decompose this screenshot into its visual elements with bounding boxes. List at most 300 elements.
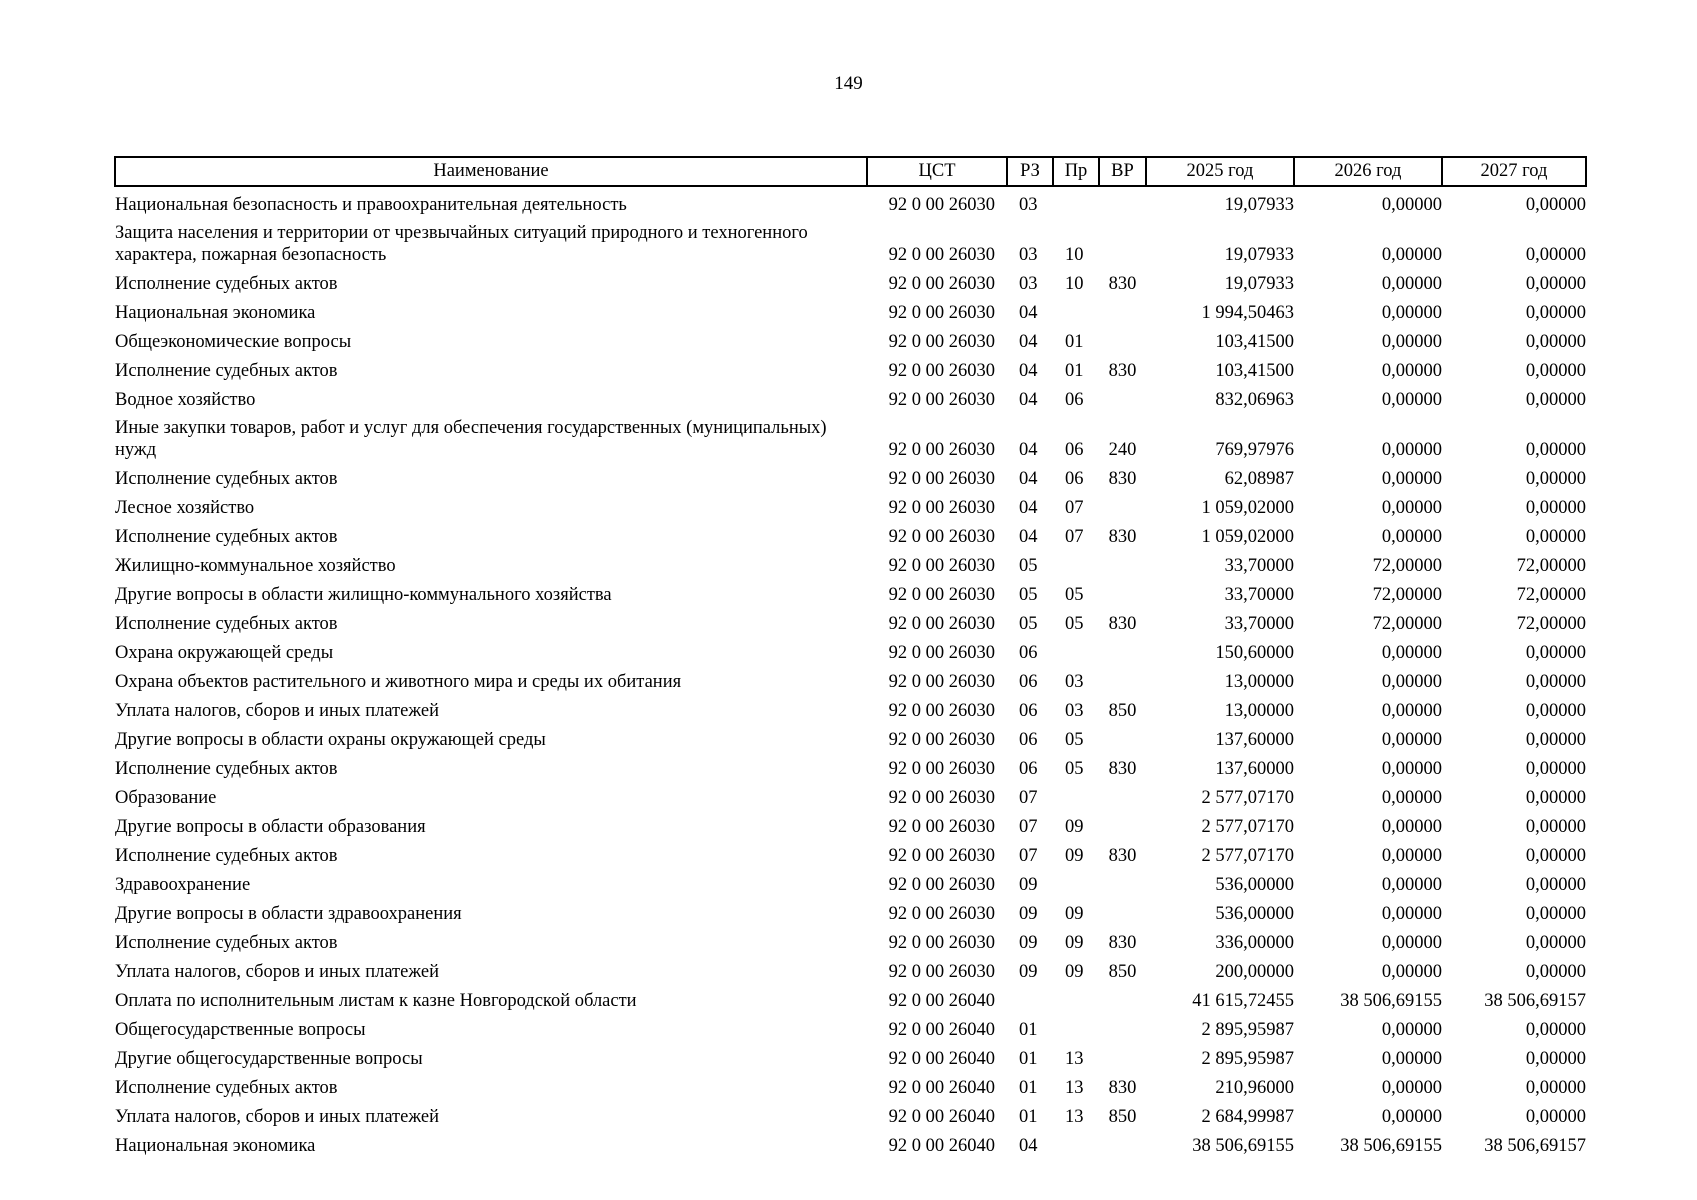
cell-pr: 06 — [1065, 440, 1084, 460]
cell-rz: 04 — [1019, 303, 1038, 323]
cell-vr — [1099, 324, 1146, 353]
table-row — [115, 216, 1586, 266]
cell-vr — [1099, 577, 1146, 606]
table-row — [115, 693, 1586, 722]
table-row — [115, 1012, 1586, 1041]
cell-name: Исполнение судебных актов — [115, 846, 338, 866]
cell-y2027: 72,00000 — [1516, 614, 1586, 634]
header-pr: Пр — [1053, 157, 1099, 186]
table-row — [115, 780, 1586, 809]
cell-cst: 92 0 00 26030 — [888, 498, 995, 518]
table-row — [115, 664, 1586, 693]
cell-cst: 92 0 00 26030 — [888, 390, 995, 410]
cell-y2027: 0,00000 — [1525, 440, 1586, 460]
cell-y2025: 19,07933 — [1224, 195, 1294, 215]
cell-y2026: 0,00000 — [1381, 498, 1442, 518]
cell-y2025: 1 994,50463 — [1201, 303, 1294, 323]
table-body — [115, 186, 1586, 1157]
cell-pr — [1053, 983, 1099, 1012]
cell-rz: 06 — [1019, 672, 1038, 692]
cell-vr — [1099, 548, 1146, 577]
cell-rz: 03 — [1019, 274, 1038, 294]
cell-cst: 92 0 00 26040 — [888, 1078, 995, 1098]
cell-vr: 830 — [1108, 361, 1137, 381]
cell-y2027: 0,00000 — [1525, 846, 1586, 866]
cell-y2025: 2 577,07170 — [1201, 846, 1294, 866]
cell-y2025: 2 577,07170 — [1201, 788, 1294, 808]
cell-y2026: 0,00000 — [1381, 701, 1442, 721]
cell-name: Водное хозяйство — [115, 390, 256, 410]
cell-pr: 09 — [1065, 817, 1084, 837]
cell-y2027: 0,00000 — [1525, 962, 1586, 982]
cell-cst: 92 0 00 26040 — [888, 1049, 995, 1069]
cell-pr: 07 — [1065, 527, 1084, 547]
cell-y2025: 536,00000 — [1215, 904, 1294, 924]
cell-rz: 04 — [1019, 332, 1038, 352]
cell-vr: 830 — [1108, 846, 1137, 866]
cell-y2025: 33,70000 — [1224, 556, 1294, 576]
cell-vr: 850 — [1108, 701, 1137, 721]
cell-y2025: 103,41500 — [1215, 332, 1294, 352]
cell-cst: 92 0 00 26030 — [888, 759, 995, 779]
cell-name: Общегосударственные вопросы — [115, 1020, 366, 1040]
cell-cst: 92 0 00 26030 — [888, 701, 995, 721]
cell-pr — [1053, 548, 1099, 577]
cell-y2027: 0,00000 — [1525, 759, 1586, 779]
cell-y2025: 33,70000 — [1224, 585, 1294, 605]
table-row — [115, 1099, 1586, 1128]
cell-y2027: 0,00000 — [1525, 1049, 1586, 1069]
cell-pr: 13 — [1065, 1107, 1084, 1127]
cell-rz: 06 — [1019, 730, 1038, 750]
header-name: Наименование — [115, 157, 867, 186]
cell-y2025: 832,06963 — [1215, 390, 1294, 410]
cell-y2027: 0,00000 — [1525, 672, 1586, 692]
cell-vr — [1099, 809, 1146, 838]
cell-y2026: 0,00000 — [1381, 875, 1442, 895]
cell-vr — [1099, 896, 1146, 925]
cell-pr: 09 — [1065, 846, 1084, 866]
budget-table — [114, 156, 1587, 1157]
cell-cst: 92 0 00 26030 — [888, 730, 995, 750]
cell-name: Лесное хозяйство — [115, 498, 255, 518]
table-row — [115, 295, 1586, 324]
cell-y2025: 536,00000 — [1215, 875, 1294, 895]
cell-rz — [1007, 983, 1053, 1012]
cell-y2025: 19,07933 — [1224, 245, 1294, 265]
cell-y2026: 0,00000 — [1381, 332, 1442, 352]
cell-rz: 07 — [1019, 846, 1038, 866]
cell-rz: 04 — [1019, 390, 1038, 410]
cell-y2027: 0,00000 — [1525, 469, 1586, 489]
cell-pr — [1053, 867, 1099, 896]
cell-y2027: 0,00000 — [1525, 274, 1586, 294]
cell-rz: 04 — [1019, 469, 1038, 489]
cell-pr: 10 — [1065, 245, 1084, 265]
cell-y2027: 0,00000 — [1525, 390, 1586, 410]
cell-y2027: 0,00000 — [1525, 788, 1586, 808]
cell-name: Общеэкономические вопросы — [115, 332, 352, 352]
cell-rz: 06 — [1019, 759, 1038, 779]
cell-cst: 92 0 00 26030 — [888, 527, 995, 547]
cell-vr: 850 — [1108, 1107, 1137, 1127]
cell-name: Исполнение судебных актов — [115, 274, 338, 294]
cell-cst: 92 0 00 26030 — [888, 817, 995, 837]
table-row — [115, 382, 1586, 411]
cell-y2026: 0,00000 — [1381, 846, 1442, 866]
cell-rz: 05 — [1019, 585, 1038, 605]
cell-pr — [1053, 1012, 1099, 1041]
header-2027: 2027 год — [1442, 157, 1586, 186]
cell-name: Исполнение судебных актов — [115, 759, 338, 779]
cell-cst: 92 0 00 26030 — [888, 245, 995, 265]
cell-y2027: 0,00000 — [1525, 1020, 1586, 1040]
cell-pr — [1053, 186, 1099, 216]
cell-y2025: 200,00000 — [1215, 962, 1294, 982]
cell-name: Жилищно-коммунальное хозяйство — [115, 556, 396, 576]
header-cst: ЦСТ — [867, 157, 1007, 186]
cell-name: Исполнение судебных актов — [115, 527, 338, 547]
cell-y2026: 0,00000 — [1381, 1107, 1442, 1127]
cell-rz: 03 — [1019, 245, 1038, 265]
cell-y2025: 41 615,72455 — [1192, 991, 1294, 1011]
cell-vr — [1099, 983, 1146, 1012]
cell-y2026: 0,00000 — [1381, 962, 1442, 982]
cell-name: Исполнение судебных актов — [115, 361, 338, 381]
cell-y2025: 137,60000 — [1215, 759, 1294, 779]
table-row — [115, 577, 1586, 606]
cell-y2025: 2 895,95987 — [1201, 1020, 1294, 1040]
cell-name: Здравоохранение — [115, 875, 251, 895]
cell-y2027: 0,00000 — [1525, 701, 1586, 721]
cell-vr: 830 — [1108, 1078, 1137, 1098]
cell-rz: 04 — [1019, 498, 1038, 518]
cell-vr — [1099, 1041, 1146, 1070]
cell-y2026: 0,00000 — [1381, 759, 1442, 779]
cell-name: Уплата налогов, сборов и иных платежей — [115, 1107, 440, 1127]
cell-y2025: 38 506,69155 — [1192, 1136, 1294, 1156]
cell-cst: 92 0 00 26030 — [888, 788, 995, 808]
cell-pr: 09 — [1065, 962, 1084, 982]
cell-cst: 92 0 00 26030 — [888, 585, 995, 605]
cell-pr — [1053, 295, 1099, 324]
cell-name: Национальная безопасность и правоохранительная деятельность — [115, 195, 627, 215]
cell-rz: 07 — [1019, 817, 1038, 837]
table-row — [115, 548, 1586, 577]
cell-rz: 01 — [1019, 1078, 1038, 1098]
cell-name: Уплата налогов, сборов и иных платежей — [115, 701, 440, 721]
cell-y2027: 0,00000 — [1525, 643, 1586, 663]
cell-name: Оплата по исполнительным листам к казне Новгородской области — [115, 991, 637, 1011]
cell-y2027: 38 506,69157 — [1484, 991, 1586, 1011]
cell-pr — [1053, 780, 1099, 809]
table-row — [115, 896, 1586, 925]
cell-y2026: 72,00000 — [1372, 556, 1442, 576]
cell-name: Национальная экономика — [115, 303, 316, 323]
cell-y2025: 210,96000 — [1215, 1078, 1294, 1098]
cell-y2026: 0,00000 — [1381, 817, 1442, 837]
cell-rz: 01 — [1019, 1020, 1038, 1040]
cell-y2027: 0,00000 — [1525, 361, 1586, 381]
cell-name: Другие вопросы в области жилищно-коммунального хозяйства — [115, 585, 612, 605]
cell-cst: 92 0 00 26040 — [888, 1107, 995, 1127]
cell-y2025: 2 684,99987 — [1201, 1107, 1294, 1127]
cell-vr: 240 — [1108, 440, 1137, 460]
cell-cst: 92 0 00 26030 — [888, 933, 995, 953]
cell-name: Охрана окружающей среды — [115, 643, 334, 663]
cell-pr: 13 — [1065, 1078, 1084, 1098]
cell-rz: 07 — [1019, 788, 1038, 808]
table-row — [115, 838, 1586, 867]
cell-rz: 05 — [1019, 556, 1038, 576]
table-row — [115, 954, 1586, 983]
cell-pr: 13 — [1065, 1049, 1084, 1069]
cell-y2027: 0,00000 — [1525, 875, 1586, 895]
cell-pr: 05 — [1065, 759, 1084, 779]
cell-y2026: 0,00000 — [1381, 933, 1442, 953]
cell-y2025: 13,00000 — [1224, 672, 1294, 692]
cell-y2026: 0,00000 — [1381, 904, 1442, 924]
cell-vr — [1099, 635, 1146, 664]
cell-name: Образование — [115, 788, 217, 808]
cell-y2026: 0,00000 — [1381, 527, 1442, 547]
cell-y2026: 0,00000 — [1381, 672, 1442, 692]
table-row — [115, 324, 1586, 353]
cell-vr — [1099, 780, 1146, 809]
table-row — [115, 519, 1586, 548]
cell-name: Исполнение судебных актов — [115, 1078, 338, 1098]
cell-cst: 92 0 00 26030 — [888, 904, 995, 924]
table-row — [115, 809, 1586, 838]
cell-y2027: 0,00000 — [1525, 1078, 1586, 1098]
cell-y2025: 150,60000 — [1215, 643, 1294, 663]
cell-pr: 05 — [1065, 585, 1084, 605]
cell-vr — [1099, 722, 1146, 751]
cell-cst: 92 0 00 26030 — [888, 303, 995, 323]
cell-y2027: 72,00000 — [1516, 585, 1586, 605]
table-row — [115, 1041, 1586, 1070]
table-row — [115, 490, 1586, 519]
cell-cst: 92 0 00 26030 — [888, 440, 995, 460]
cell-cst: 92 0 00 26030 — [888, 195, 995, 215]
cell-vr — [1099, 186, 1146, 216]
cell-y2026: 72,00000 — [1372, 614, 1442, 634]
cell-pr: 06 — [1065, 390, 1084, 410]
cell-y2025: 1 059,02000 — [1201, 498, 1294, 518]
header-2026: 2026 год — [1294, 157, 1442, 186]
cell-pr: 09 — [1065, 904, 1084, 924]
cell-cst: 92 0 00 26030 — [888, 556, 995, 576]
cell-cst: 92 0 00 26030 — [888, 332, 995, 352]
table-row — [115, 635, 1586, 664]
cell-y2027: 0,00000 — [1525, 303, 1586, 323]
cell-y2027: 0,00000 — [1525, 1107, 1586, 1127]
cell-y2025: 103,41500 — [1215, 361, 1294, 381]
cell-y2027: 0,00000 — [1525, 527, 1586, 547]
cell-pr — [1053, 1128, 1099, 1157]
cell-y2026: 0,00000 — [1381, 361, 1442, 381]
cell-name: Национальная экономика — [115, 1136, 316, 1156]
cell-rz: 09 — [1019, 962, 1038, 982]
cell-vr: 850 — [1108, 962, 1137, 982]
cell-rz: 01 — [1019, 1107, 1038, 1127]
cell-rz: 09 — [1019, 904, 1038, 924]
table-row — [115, 186, 1586, 216]
cell-cst: 92 0 00 26030 — [888, 962, 995, 982]
cell-vr: 830 — [1108, 759, 1137, 779]
table-header — [115, 157, 1586, 186]
cell-vr — [1099, 1012, 1146, 1041]
cell-cst: 92 0 00 26040 — [888, 991, 995, 1011]
cell-pr: 03 — [1065, 672, 1084, 692]
cell-rz: 06 — [1019, 701, 1038, 721]
table-row — [115, 1070, 1586, 1099]
table-row — [115, 925, 1586, 954]
cell-y2027: 0,00000 — [1525, 195, 1586, 215]
cell-pr: 10 — [1065, 274, 1084, 294]
header-vr: ВР — [1099, 157, 1146, 186]
cell-y2026: 0,00000 — [1381, 1078, 1442, 1098]
cell-pr: 05 — [1065, 614, 1084, 634]
cell-y2025: 137,60000 — [1215, 730, 1294, 750]
cell-y2025: 2 577,07170 — [1201, 817, 1294, 837]
cell-name: Охрана объектов растительного и животного мира и среды их обитания — [115, 672, 682, 692]
cell-cst: 92 0 00 26030 — [888, 846, 995, 866]
cell-y2027: 0,00000 — [1525, 904, 1586, 924]
table-row — [115, 983, 1586, 1012]
cell-rz: 09 — [1019, 933, 1038, 953]
cell-cst: 92 0 00 26030 — [888, 672, 995, 692]
cell-name: Исполнение судебных актов — [115, 469, 338, 489]
cell-y2027: 38 506,69157 — [1484, 1136, 1586, 1156]
cell-rz: 06 — [1019, 643, 1038, 663]
table-row — [115, 266, 1586, 295]
cell-cst: 92 0 00 26030 — [888, 614, 995, 634]
cell-y2026: 38 506,69155 — [1340, 1136, 1442, 1156]
cell-y2027: 0,00000 — [1525, 245, 1586, 265]
cell-rz: 01 — [1019, 1049, 1038, 1069]
cell-y2027: 0,00000 — [1525, 730, 1586, 750]
cell-y2027: 0,00000 — [1525, 817, 1586, 837]
cell-cst: 92 0 00 26030 — [888, 469, 995, 489]
cell-rz: 03 — [1019, 195, 1038, 215]
cell-rz: 04 — [1019, 361, 1038, 381]
cell-name: Другие вопросы в области здравоохранения — [115, 904, 462, 924]
cell-vr — [1099, 490, 1146, 519]
table-row — [115, 461, 1586, 490]
cell-vr: 830 — [1108, 614, 1137, 634]
cell-vr — [1099, 664, 1146, 693]
cell-y2025: 769,97976 — [1215, 440, 1294, 460]
cell-y2026: 0,00000 — [1381, 390, 1442, 410]
cell-vr — [1099, 382, 1146, 411]
cell-vr — [1099, 216, 1146, 266]
cell-cst: 92 0 00 26030 — [888, 875, 995, 895]
cell-rz: 04 — [1019, 1136, 1038, 1156]
cell-vr: 830 — [1108, 274, 1137, 294]
cell-cst: 92 0 00 26040 — [888, 1020, 995, 1040]
cell-cst: 92 0 00 26040 — [888, 1136, 995, 1156]
cell-vr — [1099, 867, 1146, 896]
cell-name: Другие вопросы в области образования — [115, 817, 426, 837]
cell-cst: 92 0 00 26030 — [888, 361, 995, 381]
table-row — [115, 1128, 1586, 1157]
cell-y2026: 0,00000 — [1381, 303, 1442, 323]
cell-rz: 04 — [1019, 527, 1038, 547]
cell-name: Исполнение судебных актов — [115, 933, 338, 953]
cell-y2027: 0,00000 — [1525, 498, 1586, 518]
cell-y2026: 0,00000 — [1381, 469, 1442, 489]
cell-pr: 05 — [1065, 730, 1084, 750]
cell-vr — [1099, 1128, 1146, 1157]
cell-pr: 09 — [1065, 933, 1084, 953]
cell-pr: 03 — [1065, 701, 1084, 721]
cell-y2026: 0,00000 — [1381, 440, 1442, 460]
cell-vr: 830 — [1108, 469, 1137, 489]
cell-y2027: 72,00000 — [1516, 556, 1586, 576]
table-row — [115, 411, 1586, 461]
table-row — [115, 867, 1586, 896]
table-row — [115, 722, 1586, 751]
cell-y2027: 0,00000 — [1525, 933, 1586, 953]
cell-pr: 06 — [1065, 469, 1084, 489]
cell-y2026: 0,00000 — [1381, 245, 1442, 265]
cell-name: Другие вопросы в области охраны окружающей среды — [115, 730, 546, 750]
cell-rz: 09 — [1019, 875, 1038, 895]
cell-y2025: 19,07933 — [1224, 274, 1294, 294]
cell-vr: 830 — [1108, 527, 1137, 547]
cell-name: Другие общегосударственные вопросы — [115, 1049, 423, 1069]
cell-pr — [1053, 635, 1099, 664]
cell-y2026: 0,00000 — [1381, 1020, 1442, 1040]
cell-y2025: 1 059,02000 — [1201, 527, 1294, 547]
cell-y2026: 38 506,69155 — [1340, 991, 1442, 1011]
cell-vr: 830 — [1108, 933, 1137, 953]
cell-pr: 01 — [1065, 332, 1084, 352]
cell-rz: 04 — [1019, 440, 1038, 460]
cell-y2026: 72,00000 — [1372, 585, 1442, 605]
cell-y2025: 2 895,95987 — [1201, 1049, 1294, 1069]
cell-cst: 92 0 00 26030 — [888, 274, 995, 294]
cell-y2025: 62,08987 — [1224, 469, 1294, 489]
cell-pr: 07 — [1065, 498, 1084, 518]
cell-name: Защита населения и территории от чрезвычайных ситуаций природного и техногенного характера, пожарная безопасность — [115, 223, 808, 265]
cell-y2026: 0,00000 — [1381, 730, 1442, 750]
cell-cst: 92 0 00 26030 — [888, 643, 995, 663]
cell-y2026: 0,00000 — [1381, 1049, 1442, 1069]
cell-name: Иные закупки товаров, работ и услуг для обеспечения государственных (муниципальных) нужд — [115, 418, 827, 460]
table-row — [115, 606, 1586, 635]
cell-rz: 05 — [1019, 614, 1038, 634]
page-number: 149 — [834, 73, 863, 94]
cell-y2026: 0,00000 — [1381, 195, 1442, 215]
cell-name: Исполнение судебных актов — [115, 614, 338, 634]
table-row — [115, 751, 1586, 780]
cell-y2025: 336,00000 — [1215, 933, 1294, 953]
cell-pr: 01 — [1065, 361, 1084, 381]
cell-name: Уплата налогов, сборов и иных платежей — [115, 962, 440, 982]
header-rz: РЗ — [1007, 157, 1053, 186]
cell-y2026: 0,00000 — [1381, 274, 1442, 294]
cell-y2025: 13,00000 — [1224, 701, 1294, 721]
table-row — [115, 353, 1586, 382]
header-2025: 2025 год — [1146, 157, 1294, 186]
cell-y2026: 0,00000 — [1381, 643, 1442, 663]
cell-y2026: 0,00000 — [1381, 788, 1442, 808]
cell-y2025: 33,70000 — [1224, 614, 1294, 634]
cell-y2027: 0,00000 — [1525, 332, 1586, 352]
cell-vr — [1099, 295, 1146, 324]
